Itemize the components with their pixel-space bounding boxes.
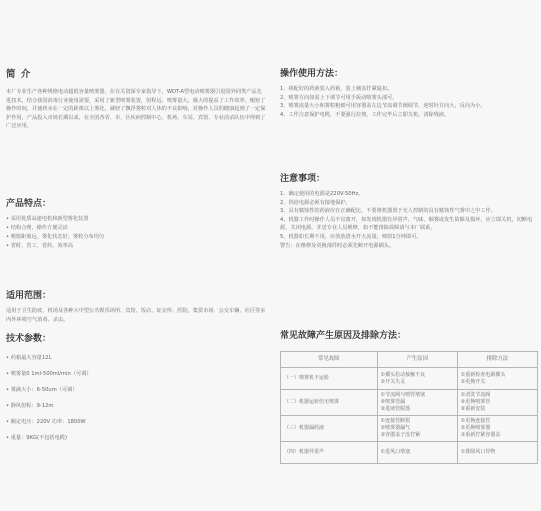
intro-title: 简 介 [6,69,32,80]
list-item: • 额定电压：220V 功率：1800W [6,414,92,430]
operation-list [280,85,535,119]
column-header: 常见故障 [281,352,378,368]
list-item: 4、机器工作时操作人员不宜离开，如发现机器有异常声，气味，烟雾或发生故障及损坏，应立即关机，切断电源，关闭电源，并送专业人员维修，如不能排除故障请与本厂联系。 [280,216,533,232]
features-section [6,196,104,251]
cause-cell [377,368,457,390]
list-item: • 喷雾量0 1ml-500ml/min（可调） [6,366,92,382]
table-row [281,442,538,464]
notes-list [280,190,535,250]
fix-text: ③重新拧紧容器盖 [460,432,501,438]
list-item: 1、确定使用的电源是220V-50Hz。 [280,191,364,197]
list-item: • 结构合理，操作方便灵活 [6,224,104,233]
list-item: 警告：在维修及更换部件时必须先断开电源插头。 [280,242,395,249]
list-item: • 药箱最大容量12L [6,350,92,366]
table-row [281,416,538,442]
fault-table [280,351,538,464]
fix-text: ②更换开关 [460,378,486,385]
fix-cell [457,390,537,416]
fix-text: ①排除风口异物 [460,449,496,455]
fault-cell: （四）机器异常声 [281,442,378,464]
cause-text: ①插头松动接触不良 [380,371,426,378]
operation-section [280,66,535,119]
fault-title: 常见故障产生原因及排除方法： [280,331,407,341]
notes-title: 注意事项： [280,174,326,184]
cause-text: ①连接管断裂 [380,418,411,424]
list-item: • 省时、省工、省药，效率高 [6,242,104,251]
list-item: • 喷射距离远，雾化状态好，雾粒分布均匀 [6,233,104,242]
fix-text: ②更换喷雾器 [460,425,491,431]
features-title: 产品特点： [6,199,52,209]
fix-cell [457,416,537,442]
list-item: • 采用优质高速电机和新型雾化装置 [6,215,104,224]
cause-cell [377,416,457,442]
left-column [6,66,266,441]
cause-text: ③容器盖子没拧紧 [380,432,421,438]
table-header-row [281,352,538,368]
cause-cell [377,442,457,464]
column-header: 排除方法 [457,352,537,368]
list-item: 3、具有腐蚀性的药液应在正确配比，不要将机器置于无人控制的具有腐蚀性气雾中之中工作。 [280,208,496,215]
list-item: 2、喷雾方向如需上下调节可用手扳动喷雾头部可。 [280,94,398,101]
fix-text: ③重新安装 [460,406,486,412]
intro-section [6,66,266,131]
fault-cell: （一）喷雾机不运转 [281,368,378,390]
cause-text: ①节流阀与喷管堵塞 [380,392,426,398]
cause-text: ②喷雾器漏气 [380,425,411,431]
list-item: • 雾滴大小：6-50um（可调） [6,382,92,398]
spec-title: 技术参数： [6,334,52,344]
fix-text: ①重新检查电源插头 [460,371,506,378]
list-item: 5、机器如长期不用，应放放清水开大流量，喷射1分钟即可。 [280,233,422,240]
fix-text: ①更换连接管 [460,418,491,424]
spec-list [6,350,92,446]
intro-text: 本厂专业生产各种规格电动超低容量喷雾器，在有关资深专家指导下，WDT-A型电动喷雾器引进国外同类产品先进技术，结合我国消毒行业使用需要，采用了新型喷雾装置，射程远、喷雾量大，极大的提高了工作效率，缩短了操作时间，并使药水在一定的距离以上雾化，减轻了飘浮雾粒对人体的不良影响，对操作人员的健康起到了一定保护作用，产品投入市场长期以来，在全国各省、市、区疾病控制中心、机场、车站、宾馆、专业消杀队伍中得到了广泛应用。 [6,89,266,130]
fix-cell [457,368,537,390]
features-list [6,215,104,251]
notes-section [280,171,535,250]
fault-section [280,328,535,464]
cause-text: ③进液管脱落 [380,406,411,412]
cause-cell [377,390,457,416]
fix-cell [457,442,537,464]
table-row [281,368,538,390]
list-item: 3、喷雾流量大小和雾粒粗细可用容器盖左边节流调节阀调节，逆时针方向大，反向为小。 [280,103,486,110]
cause-text: ②喷雾管漏 [380,399,406,405]
cause-text: ②开关失灵 [380,378,406,385]
fault-cell: （三）机器漏药液 [281,416,378,442]
list-item: • 重量：9KG(不包括电缆) [6,430,92,446]
scope-text: 适用于卫生防疫、机场及各种大中型公共娱乐场所、宾馆、饭店、证交所、医院、集贸市场、公交车辆、社区等室内外环境空气消毒、杀虫。 [6,308,266,323]
cause-text: ①进风口堵塞 [380,449,411,455]
scope-section [6,288,266,324]
spec-section [6,331,92,446]
column-header: 产生原因 [377,352,457,368]
list-item: 4、工作注意保护电缆，不要强行拉拽，工作完毕后立即关机，清除残液。 [280,111,450,118]
list-item: • 静风射程：9-12m [6,398,92,414]
fault-cell: （二）机器运转但无喷雾 [281,390,378,416]
operation-title: 操作使用方法： [280,69,344,79]
fix-text: ②更换喷雾管 [460,399,491,405]
list-item: 2、供给电源必须有接地保护。 [280,199,351,206]
table-row [281,390,538,416]
fix-text: ①清洗节流阀 [460,392,491,398]
list-item: 1、将配好的药液装入药箱，装上桶盖拧紧旋扣。 [280,86,393,92]
scope-title: 适用范围： [6,291,52,301]
